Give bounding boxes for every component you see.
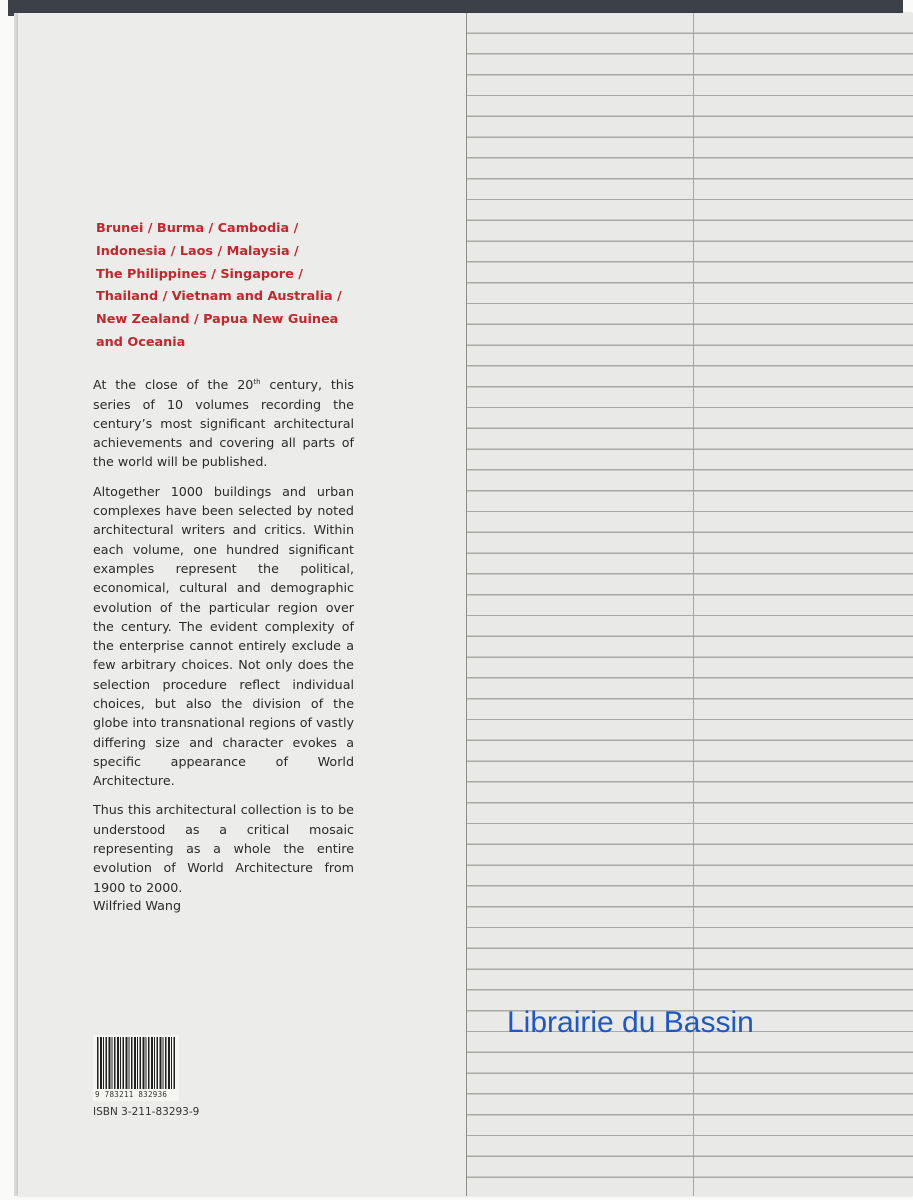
region-line: Thailand / Vietnam and Australia / — [96, 289, 342, 305]
paragraph-conclusion: Thus this architectural collection is to be understood as a critical mosaic representing as a whole the entire evolution of World Architecture from 1900 to 2000. — [93, 802, 354, 895]
barcode-digits: 9 783211 832936 — [95, 1090, 168, 1099]
region-line: Indonesia / Laos / Malaysia / — [96, 243, 299, 259]
paragraph-intro: At the close of the 20th century, this series of 10 volumes recording the century’s most significant architectural achievements and covering all parts of the world will be published. — [93, 377, 354, 470]
paragraph-selection: Altogether 1000 buildings and urban complexes have been selected by noted architectural writers and critics. Within each volume, one hundred significant examples represent the political, economical, cultural and demographic evolution of the particular region over the century. The evident complexity of the enterprise cannot entirely exclude a few arbitrary choices. Not only does the selection procedure reflect individual choices, but also the division of the globe into transnational regions of vastly differing size and character evokes a specific appearance of World Architecture. — [93, 483, 354, 789]
seller-watermark: Librairie du Bassin — [507, 1006, 754, 1039]
book-back-cover — [18, 13, 913, 1196]
isbn-label: ISBN 3-211-83293-9 — [93, 1106, 200, 1118]
barcode — [93, 1035, 179, 1101]
author-signature: Wilfried Wang — [93, 898, 182, 913]
region-list — [96, 218, 376, 355]
region-line: and Oceania — [96, 334, 186, 350]
region-line: The Philippines / Singapore / — [96, 266, 303, 282]
barcode-bars — [97, 1037, 175, 1089]
description-text — [93, 373, 354, 907]
region-line: New Zealand / Papua New Guinea — [96, 312, 339, 328]
region-line: Brunei / Burma / Cambodia / — [96, 221, 299, 236]
